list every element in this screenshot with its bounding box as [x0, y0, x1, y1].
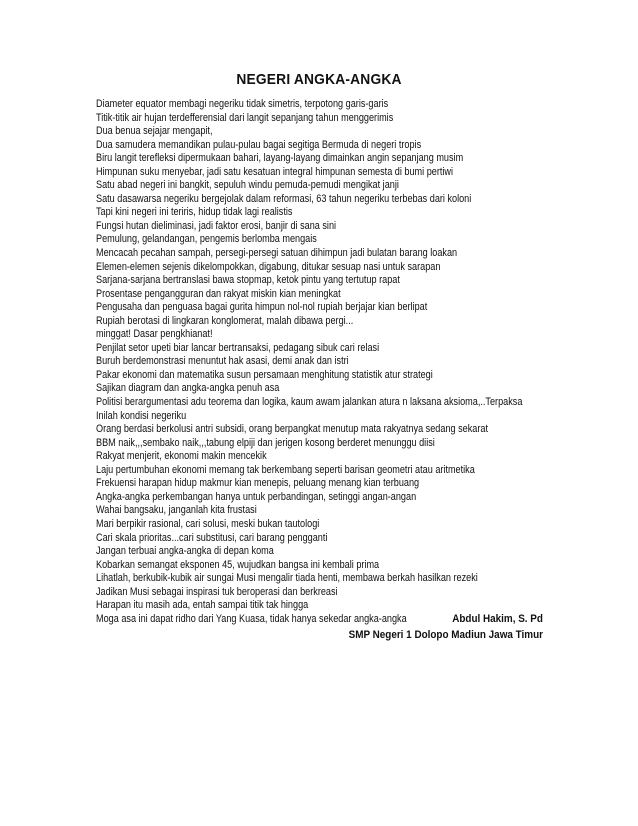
- poem-line: Harapan itu masih ada, entah sampai titik tak hingga: [96, 599, 309, 612]
- poem-line: Satu abad negeri ini bangkit, sepuluh windu pemuda-pemudi mengikat janji: [96, 179, 399, 192]
- poem-line: Frekuensi harapan hidup makmur kian menepis, peluang menang kian terbuang: [96, 477, 420, 490]
- poem-line: Elemen-elemen sejenis dikelompokkan, digabung, ditukar sesuap nasi untuk sarapan: [96, 260, 441, 273]
- poem-line: minggat! Dasar pengkhianat!: [96, 328, 213, 341]
- poem-line: Sajikan diagram dan angka-angka penuh asa: [96, 382, 280, 395]
- poem-line: Jadikan Musi sebagai inspirasi tuk beroperasi dan berkreasi: [96, 585, 338, 598]
- poem-line: Orang berdasi berkolusi antri subsidi, orang berpangkat menutup mata rakyatnya sedang sekarat: [96, 423, 488, 436]
- poem-line: Buruh berdemonstrasi menuntut hak asasi, demi anak dan istri: [96, 355, 349, 368]
- poem-title: NEGERI ANGKA-ANGKA: [236, 71, 402, 88]
- poem-line: Moga asa ini dapat ridho dari Yang Kuasa, tidak hanya sekedar angka-angka: [96, 612, 407, 625]
- poem-line: Mari berpikir rasional, cari solusi, meski bukan tautologi: [96, 517, 320, 530]
- poem-line: Fungsi hutan dieliminasi, jadi faktor erosi, banjir di sana sini: [96, 219, 337, 232]
- poem-line: Jangan terbuai angka-angka di depan koma: [96, 545, 274, 558]
- poem-line: Biru langit terefleksi dipermukaan bahari, layang-layang dimainkan angin sepanjang musim: [96, 152, 464, 165]
- poem-line: Diameter equator membagi negeriku tidak simetris, terpotong garis-garis: [96, 98, 389, 110]
- poem-line: Politisi berargumentasi adu teorema dan logika, kaum awam jalankan atura n laksana aksioma,..Terpaksa: [96, 396, 523, 409]
- poem-line: Laju pertumbuhan ekonomi memang tak berkembang seperti barisan geometri atau aritmetika: [96, 463, 475, 476]
- poem-line: Cari skala prioritas...cari substitusi, cari barang pengganti: [96, 531, 328, 544]
- poem-line: Lihatlah, berkubik-kubik air sungai Musi mengalir tiada henti, membawa berkah hasilkan rezeki: [96, 572, 478, 585]
- poem-line: Rupiah berotasi di lingkaran konglomerat, malah dibawa pergi...: [96, 314, 354, 327]
- poem-line: BBM naik,,,sembako naik,,,tabung elpiji dan jerigen kosong berderet menunggu diisi: [96, 436, 435, 449]
- poem-line: Satu dasawarsa negeriku bergejolak dalam reformasi, 63 tahun negeriku terbebas dari koloni: [96, 192, 472, 205]
- poem-line: Wahai bangsaku, janganlah kita frustasi: [96, 504, 257, 517]
- poem-line: Titik-titik air hujan terdefferensial dari langit sepanjang tahun menggerimis: [96, 111, 394, 124]
- author-name: Abdul Hakim, S. Pd: [452, 613, 543, 625]
- author-affiliation: SMP Negeri 1 Dolopo Madiun Jawa Timur: [348, 629, 543, 641]
- poem-line: Pemulung, gelandangan, pengemis berlomba mengais: [96, 233, 317, 246]
- signature-block: [327, 611, 543, 643]
- poem-line: Sarjana-sarjana bertranslasi bawa stopmap, ketok pintu yang tertutup rapat: [96, 274, 400, 287]
- poem-line: Rakyat menjerit, ekonomi makin mencekik: [96, 450, 267, 463]
- poem-line: Dua benua sejajar mengapit,: [96, 125, 213, 138]
- poem-line: Inilah kondisi negeriku: [96, 409, 187, 422]
- poem-line: Prosentase pengangguran dan rakyat miskin kian meningkat: [96, 287, 341, 300]
- poem-line: Penjilat setor upeti biar lancar bertransaksi, pedagang sibuk cari relasi: [96, 341, 380, 354]
- poem-line: Angka-angka perkembangan hanya untuk perbandingan, setinggi angan-angan: [96, 490, 417, 503]
- poem-line: Kobarkan semangat eksponen 45, wujudkan bangsa ini kembali prima: [96, 558, 380, 571]
- poem-line: Pengusaha dan penguasa bagai gurita himpun nol-nol rupiah berjajar kian berlipat: [96, 301, 428, 314]
- poem-line: Dua samudera memandikan pulau-pulau bagai segitiga Bermuda di negeri tropis: [96, 138, 422, 151]
- poem-line: Pakar ekonomi dan matematika susun persamaan menghitung statistik atur strategi: [96, 368, 433, 381]
- poem-body: [96, 98, 556, 626]
- poem-line: Mencacah pecahan sampah, persegi-persegi satuan dihimpun jadi bulatan barang loakan: [96, 247, 458, 260]
- poem-line: Himpunan suku menyebar, jadi satu kesatuan integral himpunan semesta di bumi pertiwi: [96, 165, 454, 178]
- poem-line: Tapi kini negeri ini teriris, hidup tidak lagi realistis: [96, 206, 293, 219]
